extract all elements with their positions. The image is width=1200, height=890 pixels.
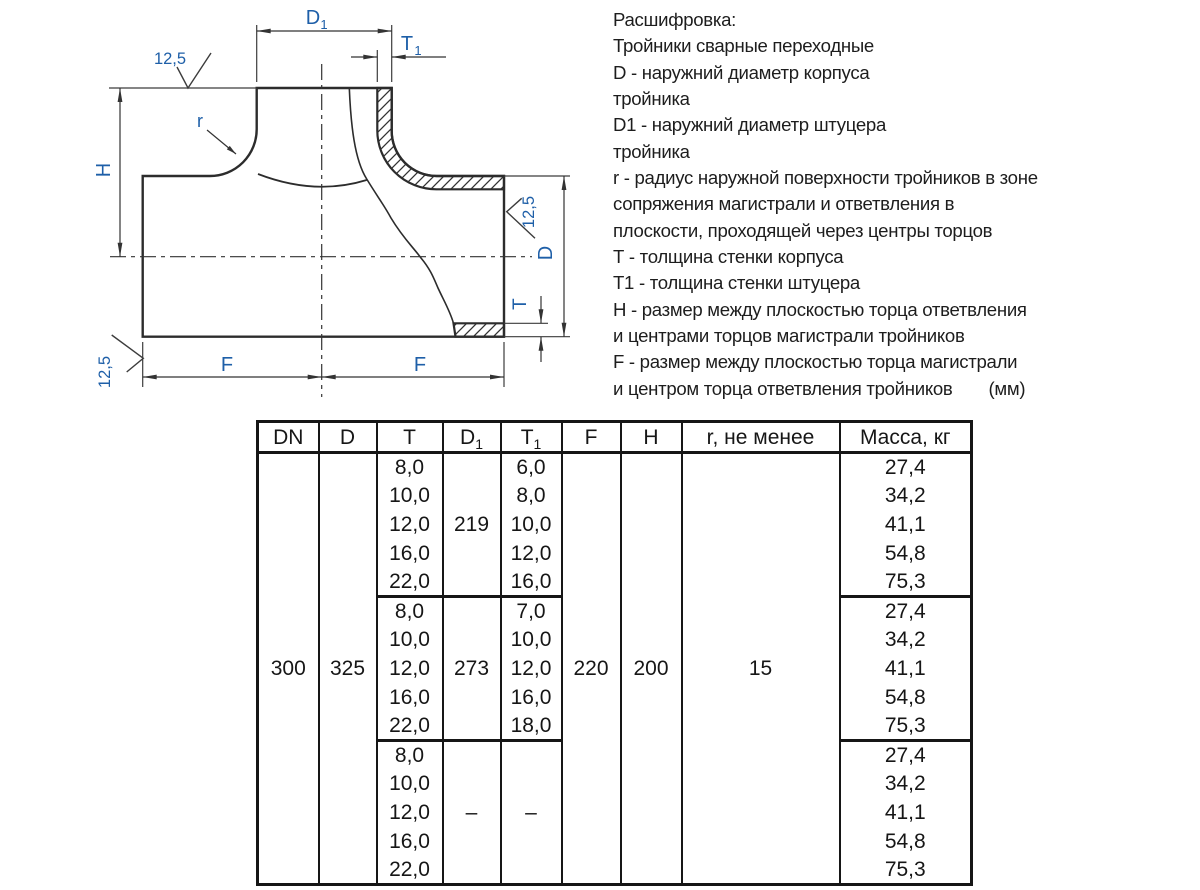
label-r: r [197, 111, 203, 131]
column-header-f: F [562, 422, 621, 453]
header-row [258, 422, 972, 453]
cell-t: 10,0 [377, 481, 443, 510]
tee-drawing-svg [0, 0, 600, 420]
column-header-t1-sub: 1 [533, 435, 542, 452]
legend-line: сопряжения магистрали и ответвления в [613, 193, 955, 215]
column-header-dn: DN [258, 422, 319, 453]
cell-t: 22,0 [377, 712, 443, 741]
cell-t: 12,0 [377, 798, 443, 827]
label-f-left: F [220, 354, 234, 376]
cell-d1-group3: – [443, 740, 501, 884]
cell-t: 22,0 [377, 568, 443, 597]
cell-mass: 41,1 [884, 512, 926, 536]
cell-d1-group2: 273 [443, 596, 501, 740]
label-t: T [510, 298, 531, 310]
legend-block [613, 7, 1200, 402]
cell-mass: 54,8 [884, 541, 926, 565]
legend-line [613, 376, 1200, 402]
legend-line: r - радиус наружной поверхности тройников в зоне [613, 167, 1038, 189]
column-header-mass: Масса, кг [840, 422, 972, 453]
cell-t1: 16,0 [501, 568, 562, 597]
column-header-r: r, не менее [682, 422, 840, 453]
units-note: (мм) [988, 377, 1026, 399]
cell-t1: 10,0 [501, 625, 562, 654]
legend-line: и центрами торцов магистрали тройников [613, 325, 965, 347]
cell-t1: 7,0 [501, 596, 562, 625]
cell-t: 22,0 [377, 856, 443, 885]
label-rough-right: 12,5 [520, 195, 538, 229]
cell-mass: 41,1 [884, 800, 926, 824]
legend-line-text: и центром торца ответвления тройников [613, 377, 953, 399]
legend-line: плоскости, проходящей через центры торцов [613, 219, 993, 241]
label-f-right: F [413, 354, 427, 376]
cell-t: 8,0 [377, 740, 443, 769]
column-header-d1-sub: 1 [475, 435, 483, 452]
legend-line: Т - толщина стенки корпуса [613, 246, 844, 268]
label-d1: D [305, 7, 321, 29]
column-header-h: H [621, 422, 682, 453]
cell-d1-group1: 219 [443, 453, 501, 597]
cell-mass: 75,3 [884, 857, 926, 881]
centerlines [110, 64, 532, 397]
legend-line: тройника [613, 88, 690, 110]
legend-line: D1 - наружний диаметр штуцера [613, 114, 886, 136]
saddle-curve [258, 174, 367, 187]
column-header-d: D [319, 422, 377, 453]
cell-t1: 16,0 [501, 683, 562, 712]
cell-t: 10,0 [377, 625, 443, 654]
cell-t: 10,0 [377, 769, 443, 798]
cell-mass: 75,3 [840, 712, 972, 741]
radius-leader [207, 130, 236, 154]
column-header-t1: $T_1$ [501, 422, 562, 453]
table-row [258, 453, 972, 482]
label-rough-top: 12,5 [153, 50, 187, 68]
cell-mass: 27,4 [884, 744, 926, 768]
label-t1-sub: 1 [414, 43, 422, 58]
cell-t: 16,0 [377, 827, 443, 856]
label-rough-left: 12,5 [96, 355, 114, 389]
cell-t1: 12,0 [501, 654, 562, 683]
cell-t1: 18,0 [501, 712, 562, 741]
cell-mass: 34,2 [884, 772, 926, 796]
cell-t1: 12,0 [501, 539, 562, 568]
bottom-wall-section-hatch [454, 323, 505, 336]
cell-d: 325 [319, 453, 377, 885]
column-header-d1: $D_1$ [443, 422, 501, 453]
label-d: D [535, 245, 557, 261]
cell-mass: 27,4 [884, 600, 926, 624]
cell-t: 16,0 [377, 539, 443, 568]
cell-t1-group3: – [501, 740, 562, 884]
legend-title: Расшифровка: [613, 9, 737, 30]
tee-technical-drawing [0, 0, 600, 420]
legend-line: Т1 - толщина стенки штуцера [613, 272, 860, 294]
cell-mass: 34,2 [884, 484, 926, 508]
label-t1: T [400, 33, 414, 55]
cell-t1: 6,0 [501, 453, 562, 482]
label-h: H [93, 162, 115, 178]
legend-line: Н - размер между плоскостью торца ответвления [613, 298, 1027, 320]
column-header-t: T [377, 422, 443, 453]
cell-t: 8,0 [377, 453, 443, 482]
cell-mass: 34,2 [884, 628, 926, 652]
section-break-line [349, 88, 453, 323]
legend-line: F - размер между плоскостью торца магистрали [613, 351, 1018, 373]
cell-dn: 300 [258, 453, 319, 885]
cell-mass: 54,8 [884, 685, 926, 709]
label-d1-sub: 1 [320, 17, 328, 32]
legend-line: Тройники сварные переходные [613, 35, 874, 57]
cell-r: 15 [682, 453, 840, 885]
cell-t1: 8,0 [501, 481, 562, 510]
cell-mass: 27,4 [884, 456, 926, 480]
legend-line: тройника [613, 140, 690, 162]
cell-f: 220 [562, 453, 621, 885]
cell-mass: 54,8 [884, 829, 926, 853]
cell-mass: 41,1 [884, 656, 926, 680]
roughness-mark-left [112, 335, 144, 372]
cell-t: 12,0 [377, 654, 443, 683]
branch-wall-section-hatch [377, 88, 504, 189]
spec-table [256, 420, 973, 886]
cell-t: 12,0 [377, 510, 443, 539]
cell-mass: 75,3 [840, 568, 972, 597]
legend-line: D - наружний диаметр корпуса [613, 61, 870, 83]
cell-t: 8,0 [377, 596, 443, 625]
cell-h: 200 [621, 453, 682, 885]
cell-t1: 10,0 [501, 510, 562, 539]
cell-t: 16,0 [377, 683, 443, 712]
